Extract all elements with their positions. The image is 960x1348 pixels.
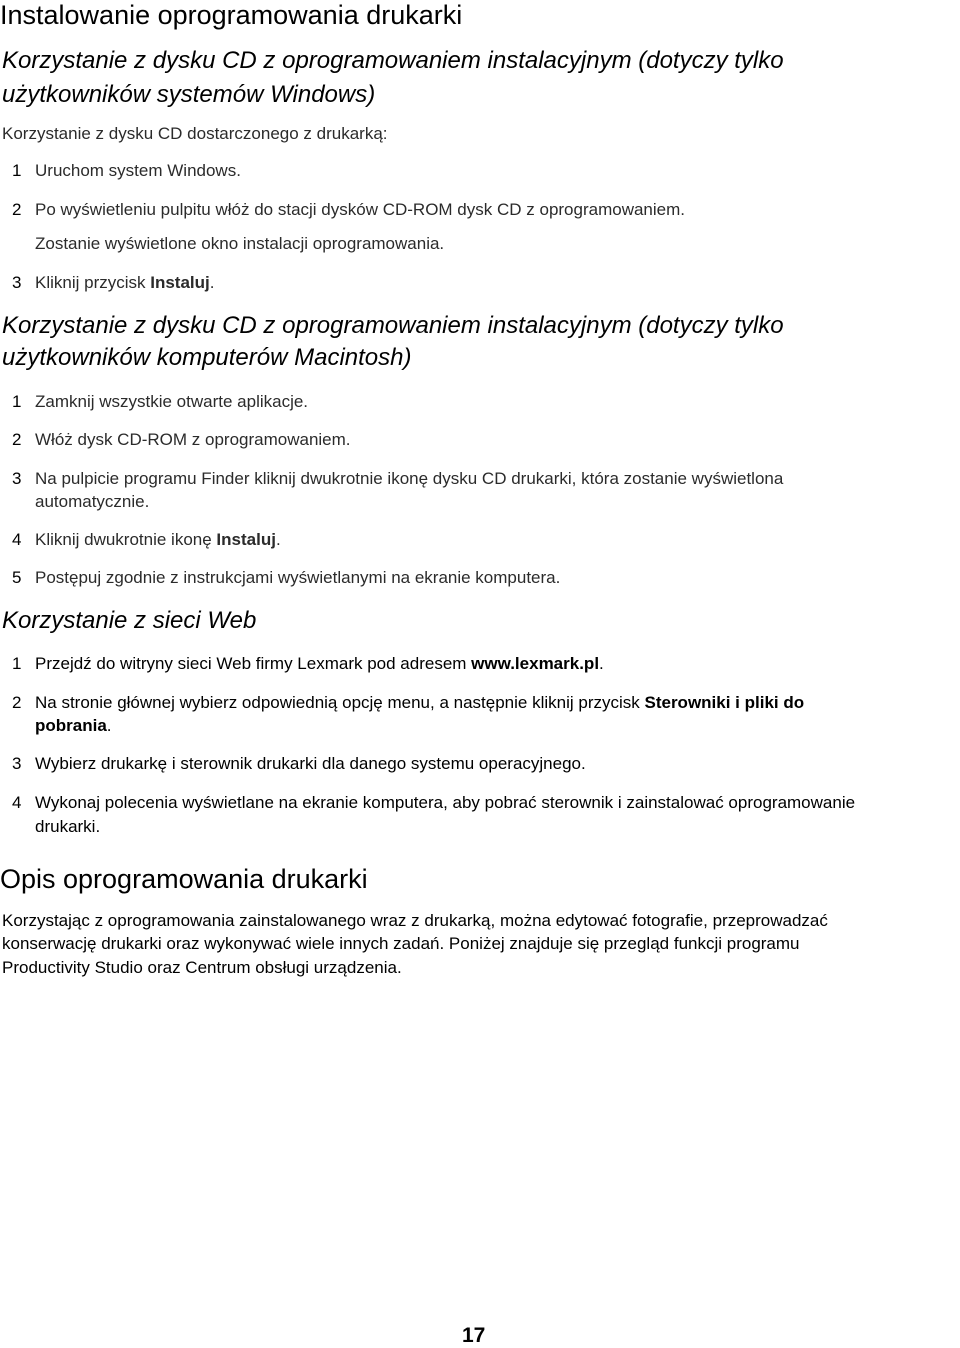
page-number: 17 [462,1324,486,1347]
overview-paragraph-line2: konserwację drukarki oraz wykonywać wiele innych zadań. Poniżej znajduje się przegląd funkcji programu [2,934,800,953]
step-number: 4 [12,530,22,549]
step-number: 2 [12,693,22,712]
drivers-downloads-label-continued: pobrania [35,716,107,735]
step-text: Włóż dysk CD-ROM z oprogramowaniem. [35,430,351,449]
step-text: Postępuj zgodnie z instrukcjami wyświetlanymi na ekranie komputera. [35,568,561,587]
step-number: 1 [12,392,22,411]
step-text: Przejdź do witryny sieci Web firmy Lexmark pod adresem www.lexmark.pl. [35,654,604,673]
step-number: 5 [12,568,22,587]
overview-paragraph-line3: Productivity Studio oraz Centrum obsługi urządzenia. [2,958,402,977]
step-text: Po wyświetleniu pulpitu włóż do stacji dysków CD-ROM dysk CD z oprogramowaniem. [35,200,686,219]
web-section-heading: Korzystanie z sieci Web [2,607,257,634]
install-icon-label: Instaluj [216,530,276,549]
step-text-continued: drukarki. [35,817,101,836]
windows-section-heading-line2: użytkowników systemów Windows) [2,81,376,108]
step-text: Zamknij wszystkie otwarte aplikacje. [35,392,309,411]
step-number: 4 [12,793,22,812]
step-number: 3 [12,754,22,773]
step-number: 2 [12,200,22,219]
step-number: 2 [12,430,22,449]
step-number: 3 [12,273,22,292]
overview-section-heading: Opis oprogramowania drukarki [0,864,368,894]
step-number: 1 [12,161,22,180]
mac-section-heading-line2: użytkowników komputerów Macintosh) [2,344,412,371]
step-text: Kliknij przycisk Instaluj. [35,273,215,292]
overview-paragraph-line1: Korzystając z oprogramowania zainstalowanego wraz z drukarką, można edytować fotografie, przeprowadzać [2,911,828,930]
install-button-label: Instaluj [150,273,210,292]
step-number: 1 [12,654,22,673]
step-text: Wykonaj polecenia wyświetlane na ekranie komputera, aby pobrać sterownik i zainstalować oprogramowanie [35,793,856,812]
step-text: Na pulpicie programu Finder kliknij dwukrotnie ikonę dysku CD drukarki, która zostanie wyświetlona [35,469,784,488]
page-title: Instalowanie oprogramowania drukarki [0,0,463,30]
step-text-continued: pobrania. [35,716,112,735]
step-note: Zostanie wyświetlone okno instalacji oprogramowania. [35,234,445,253]
step-number: 3 [12,469,22,488]
drivers-downloads-label: Sterowniki i pliki do [644,693,805,712]
windows-section-heading-line1: Korzystanie z dysku CD z oprogramowaniem instalacyjnym (dotyczy tylko [2,47,784,74]
step-text: Na stronie głównej wybierz odpowiednią opcję menu, a następnie kliknij przycisk Sterowniki i pliki do [35,693,805,712]
step-text-continued: automatycznie. [35,492,150,511]
lexmark-url: www.lexmark.pl [471,654,600,673]
step-text: Kliknij dwukrotnie ikonę Instaluj. [35,530,281,549]
step-text: Uruchom system Windows. [35,161,241,180]
step-text: Wybierz drukarkę i sterownik drukarki dla danego systemu operacyjnego. [35,754,586,773]
windows-section-intro: Korzystanie z dysku CD dostarczonego z drukarką: [2,124,388,143]
mac-section-heading-line1: Korzystanie z dysku CD z oprogramowaniem instalacyjnym (dotyczy tylko [2,312,784,339]
